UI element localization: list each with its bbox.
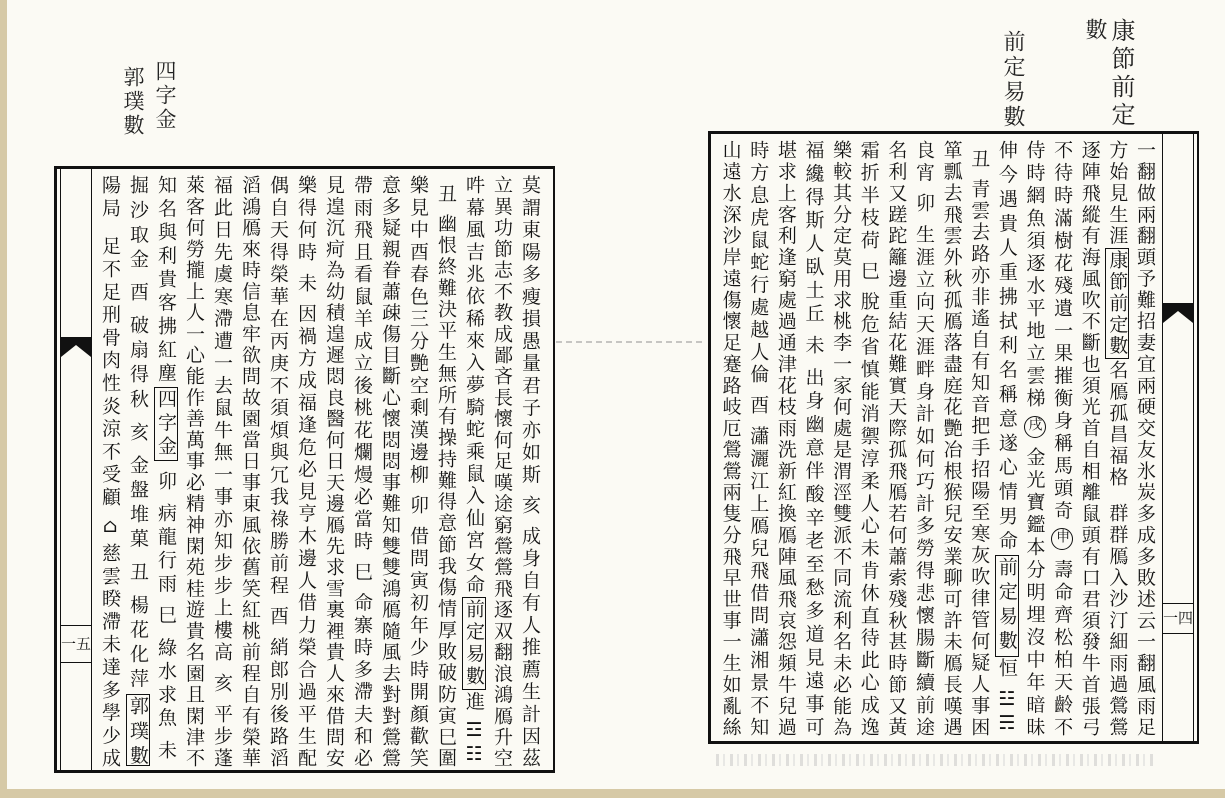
boxed-heading: 前定易數 [995, 557, 1018, 655]
text-segment: 瀟灑江上鴈兒飛借問瀟湘景不知 [747, 425, 770, 736]
branch-marker: 未 [802, 335, 825, 359]
text-segment: 莫謂東陽多瘦損愚量君子亦如斯 [519, 175, 541, 487]
text-segment: 樂見中酉春色三分艷空剩漢邊柳 [407, 175, 429, 487]
center-strip [60, 169, 92, 770]
text-column [1048, 140, 1076, 736]
text-segment: 命寨時多滯夫和必 [351, 592, 373, 767]
branch-marker: 酉 [747, 394, 770, 418]
scan-noise [716, 754, 1156, 766]
text-column [515, 175, 543, 767]
text-segment: 陽局 [99, 175, 121, 221]
branch-marker: 巳 [155, 605, 177, 629]
text-column [1130, 140, 1158, 736]
text-column [771, 140, 799, 736]
text-column [992, 140, 1020, 736]
text-segment: 箪瓢去飛雲外秋孤鴈落盡庭花艷冶根猴兒安業聊可許未鴈長嘆遇 [940, 140, 963, 736]
margin-note-guopu: 郭璞數 [121, 66, 145, 138]
circled-branch: 戌 [1024, 416, 1046, 438]
text-column [937, 140, 965, 736]
circled-branch: 申 [1051, 528, 1073, 550]
boxed-heading: 郭璞數 [127, 695, 149, 765]
text-column [291, 175, 319, 767]
text-segment: 良宵 [913, 140, 935, 185]
text-segment: 帶雨飛且看鼠羊成立後桃花爛熳必當時 [351, 175, 373, 554]
text-body [716, 140, 1158, 736]
text-segment: 慈雲睽滯未達多學少成 [99, 539, 121, 767]
text-column [799, 140, 827, 736]
left-page [54, 166, 555, 773]
text-column [1020, 140, 1048, 736]
text-column [151, 175, 179, 767]
branch-marker: 未 [155, 739, 177, 759]
text-column [827, 140, 855, 736]
text-column [207, 175, 235, 767]
branch-marker: 丑 [968, 148, 991, 171]
text-segment: 綠水求魚 [155, 637, 177, 731]
text-segment: 楊花化萍 [127, 594, 149, 693]
page-number: 一五 [61, 625, 91, 663]
text-column [319, 175, 347, 767]
text-segment: 生涯立向天涯畔身計如何巧計多勞得悲懷腸斷續前途 [913, 224, 935, 736]
text-segment: 一翻做兩翻頭予難招妻宜兩硬交友氷炭多成多敗述云一翻風雨足 [1134, 140, 1156, 736]
branch-marker: 未 [295, 272, 317, 295]
text-segment: 因禍方成福逢危必見亨木邊人借力榮合過平生配 [295, 303, 317, 767]
text-column [1075, 140, 1103, 736]
margin-note-sizijin: 四字金 [153, 60, 177, 132]
branch-marker: 巳 [351, 561, 373, 584]
hexagram-symbol: ⌂ [99, 515, 121, 540]
text-segment: 出身幽意伴酸辛老至愁多道見遠事可 [802, 367, 825, 736]
right-page [708, 131, 1199, 744]
text-column [744, 140, 772, 736]
text-column [235, 175, 263, 767]
margin-note-kangjie: 康節前定 [1107, 18, 1135, 130]
text-column [263, 175, 291, 767]
text-column [123, 175, 151, 767]
text-segment: 堪求上客利逢窮處過通津花枝雨洗新紅換鴈陣風飛哀怨頻牛兒過 [774, 140, 797, 736]
center-strip [1162, 134, 1194, 741]
text-segment: 侍時網魚須逐水平地立雲梯 [1023, 140, 1046, 411]
boxed-heading: 四字金 [155, 388, 177, 460]
boxed-heading: 前定易數 [463, 599, 485, 689]
text-segment: 幽恨終難決平生無所有操持難得意節我傷情厚敗破防寅巳圍 [435, 213, 457, 767]
text-segment: 平步蓬 [211, 703, 233, 767]
text-segment: 進 [463, 691, 485, 714]
text-segment: 時方息虎鼠蛇行處越人倫 [747, 140, 770, 387]
text-segment: 群群鴈入沙汀細雨過鶯鶯 [1106, 503, 1129, 736]
text-column [716, 140, 744, 736]
branch-marker: 卯 [913, 193, 935, 216]
text-segment: 見遑沉疴為幼積遑遲悶良醫何日天邊鴈先求雪裏裡貴人來借問安 [323, 175, 345, 767]
text-column [909, 140, 937, 736]
text-segment: 壽命齊松柏天齡不 [1051, 555, 1074, 736]
branch-marker: 酉 [267, 606, 289, 629]
text-segment: 名鴈孤昌福格 [1106, 359, 1129, 489]
text-segment: 滔鴻鴈來時信息牢欲問故園當日事東風依舊笑紅桃前程自有榮華 [239, 175, 261, 767]
text-segment: 伸今遇貴人重拂拭利名稱意遂心情男命 [995, 140, 1018, 555]
text-column [459, 175, 487, 767]
text-segment: 吽幕風吉兆依稀來入夢騎蛇乘鼠入仙宮女命 [463, 175, 485, 597]
page-number: 一四 [1163, 603, 1193, 634]
text-segment: 病龍行雨 [155, 502, 177, 597]
fish-tail-mark [1163, 303, 1193, 323]
text-segment: 方始見生涯 [1106, 140, 1129, 247]
text-segment: 意多疑親眷蕭疎傷目斷心懷悶悶事難知雙雙鴻鴈隨風去對對鶯鶯 [379, 175, 401, 767]
text-segment: 金光寶鑑本分明埋沒中年暗昧 [1023, 443, 1046, 736]
boxed-heading: 康節前定數 [1106, 249, 1129, 357]
text-segment: 青雲去路亦非遙自有知音把手招陽至寒灰吹律管何疑人事困 [968, 178, 991, 736]
text-segment: 知名與利貴客拂紅塵 [155, 175, 177, 386]
text-segment: 立異功節志不教成鄙吝長懷何足嘆途窮鶯鶯飛逐双翻浪鴻鴈升空 [491, 175, 513, 767]
text-segment: 福纔得斯人臥土丘 [802, 140, 825, 327]
text-segment: 福此日先虞寒滯遭一去鼠牛無一事亦知步步上樓高 [211, 175, 233, 665]
text-segment: 逐陣飛縱有海風吹不斷也須光首自相離鼠頭有口君須發牛首張弓 [1078, 140, 1101, 736]
scan-edge-left [0, 0, 7, 798]
text-body [95, 175, 543, 767]
branch-marker: 亥 [211, 672, 233, 695]
branch-marker: 丑 [127, 561, 149, 587]
text-column [375, 175, 403, 767]
branch-marker: 亥 [519, 494, 541, 518]
text-column [965, 140, 993, 736]
text-segment: 金盤堆菓 [127, 454, 149, 554]
text-column [179, 175, 207, 767]
text-segment: 山遠水深沙岸遠傷懷足蹇路岐厄鶯鶯兩隻分飛早世事一生如亂絲 [719, 140, 742, 736]
text-column [403, 175, 431, 767]
text-segment: 足不足刑骨肉性炎涼不受顧 [99, 235, 121, 510]
fold-crease [556, 341, 706, 343]
text-segment: 不待時滿樹花殘遺一果摧衡身稱馬頭奇 [1051, 140, 1074, 523]
margin-note-shu: 數 [1082, 18, 1107, 40]
hexagram-symbol: ☲☷ [463, 719, 485, 767]
text-column [1103, 140, 1131, 736]
branch-marker: 卯 [407, 494, 429, 518]
text-column [487, 175, 515, 767]
text-segment: 名利又蹉跎籬邊重結花難實天際孤飛鴈若何蕭索殘秋甚時節又黃 [885, 140, 908, 736]
text-segment: 脫危省慎能消禦淳柔人心未肯休直待此心成逸 [857, 291, 880, 736]
scan-edge-bottom [0, 789, 1225, 798]
branch-marker: 卯 [155, 470, 177, 495]
branch-marker: 酉 [127, 281, 149, 307]
margin-note-qianding: 前定易數 [1000, 30, 1025, 130]
text-column [882, 140, 910, 736]
text-segment: 借問寅初年少時開顏歡笑 [407, 525, 429, 767]
text-segment: 霜折半枝荷 [857, 140, 880, 252]
text-segment: 樂較其分定莫用求桃李一家何處是渭涇雙派不同流利名未必能為 [830, 140, 853, 736]
branch-marker: 丑 [435, 183, 457, 205]
text-segment: 萊客何勞攏上人一心能作善萬事必精神閑苑桂遊貴名園且閑津不 [183, 175, 205, 767]
branch-marker: 亥 [127, 421, 149, 447]
text-segment: 偶自天得榮華在丙庚不須煩與冗我祿勝前程 [267, 175, 289, 598]
text-column [431, 175, 459, 767]
fish-tail-mark [61, 337, 91, 357]
text-segment: 破扇得秋 [127, 314, 149, 414]
text-column [854, 140, 882, 736]
text-segment: 成身自有人推薦生計因茲 [519, 525, 541, 767]
text-segment: 掘沙取金 [127, 175, 149, 274]
hexagram-symbol: ☳☴ [995, 688, 1018, 736]
text-segment: 綃郎別後路滔 [267, 636, 289, 767]
text-segment: 恒 [995, 657, 1018, 683]
text-segment: 樂得何時 [295, 175, 317, 264]
text-column [95, 175, 123, 767]
text-column [347, 175, 375, 767]
branch-marker: 巳 [857, 260, 880, 283]
